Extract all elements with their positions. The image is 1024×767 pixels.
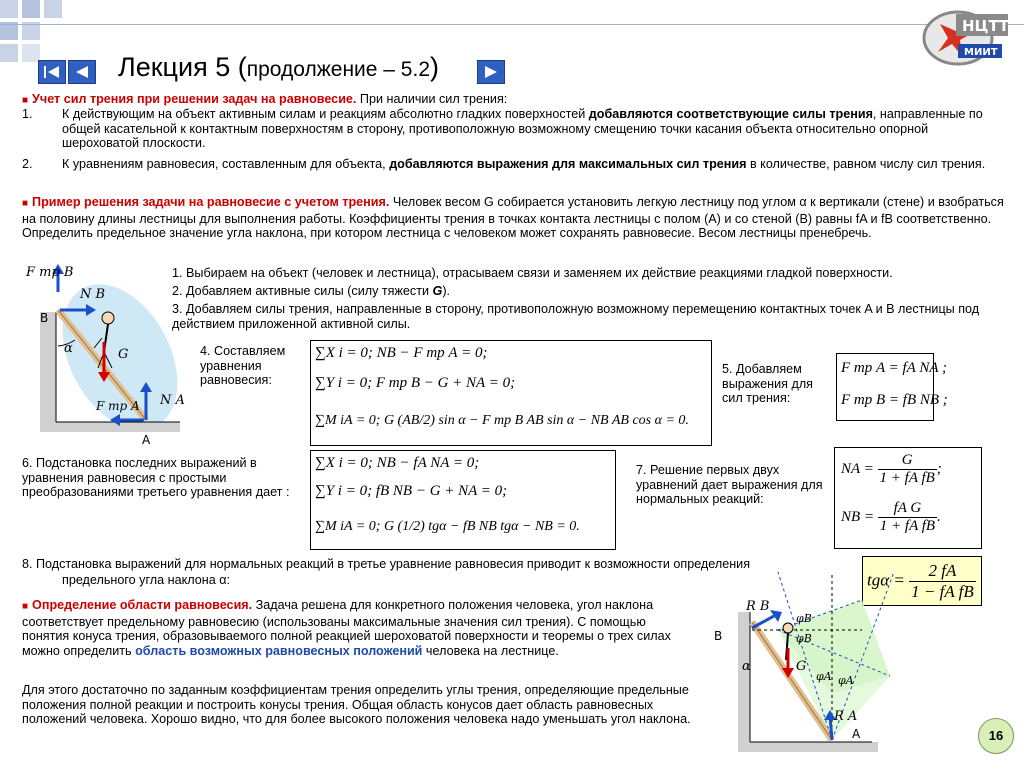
equation-5-2: F тр B = fB NB ; — [841, 392, 948, 408]
item2-number: 2. — [22, 157, 33, 171]
step-5-label: 5. Добавляем выражения для сил трения: — [722, 362, 814, 405]
label-B-fig2: B — [714, 629, 723, 643]
logo-subtext: МИИТ — [964, 47, 998, 58]
friction-expressions-box — [836, 353, 948, 421]
label-alpha: α — [64, 341, 73, 356]
normal-reactions-box — [834, 447, 982, 549]
equilibrium-region-paragraph: ■ Определение области равновесия. Задача решена для конкретного положения человека, угол наклона соответствует предельному равновесию (использованы максимальные значения сил трения). С помощью понятия конуса трения, образовываемого полной реакцией шероховатой поверхности и теоремы о трех силах можно определить область возможных равновесных положений человека на лестнице. — [22, 598, 671, 658]
label-alpha-fig2: α — [742, 659, 751, 674]
intro-heading: ■ Учет сил трения при решении задач на равновесие. При наличии сил трения: — [22, 92, 508, 106]
first-slide-button[interactable] — [38, 60, 66, 84]
step-3: 3. Добавляем силы трения, направленные в сторону, противоположную возможному перемещению контактных точек A и B лестницы под действием приложенной активной силы. — [172, 302, 980, 331]
label-N-A: N A — [160, 393, 185, 408]
equilibrium-region-conclusion: Для этого достаточно по заданным коэффициентам трения определить углы трения, определяющие предельные положения полной реакции и построить конусы трения. Общая область конусов дает область равновесных положений человека. Хорошо видно, что для более высокого положения человека надо уменьшать угол наклона. — [22, 683, 691, 726]
item1-number: 1. — [22, 107, 33, 121]
label-G-fig2: G — [796, 659, 807, 674]
intro-item-1: К действующим на объект активным силам и реакциям абсолютно гладких поверхностей добавляются соответствующие силы трения, направленные по общей касательной к контактным поверхностям в сторону, противоположную возможному смещению точки касания объекта относительно опорной шероховатой плоскости. — [62, 107, 983, 150]
label-R-A: R A — [834, 709, 858, 724]
logo-text: НЦТТ — [962, 17, 1009, 35]
step-6-label: 6. Подстановка последних выражений в уравнения равновесия с простыми преобразованиями третьего уравнения дает : — [22, 456, 290, 499]
equilibrium-equations-box — [310, 340, 712, 446]
page-number-badge: 16 — [978, 718, 1014, 754]
label-phi-B-2: φB — [796, 632, 812, 645]
next-slide-button[interactable] — [477, 60, 505, 84]
equation-7-1: NA = $\frac{G}{\text{1 + fA fB}}$ ; — [841, 452, 942, 486]
step-8-continuation: предельного угла наклона α: — [62, 573, 230, 587]
label-G: G — [118, 347, 129, 362]
label-phi-A-1: φA — [816, 670, 832, 683]
equation-4-1: ∑X i = 0; NB − F тр A = 0; — [315, 345, 488, 361]
step-8: 8. Подстановка выражений для нормальных реакций в третье уравнение равновесия приводит к возможности определения — [22, 557, 751, 571]
label-A-fig2: A — [852, 727, 861, 741]
step-7-label: 7. Решение первых двух уравнений дает выражения для нормальных реакций: — [636, 463, 823, 506]
label-F-tr-A: F тр A — [96, 399, 140, 413]
limit-angle-formula: tgα = $\frac{2 fA}{\text{1 − fA fB}}$ — [862, 556, 982, 606]
substituted-equations-box — [310, 450, 616, 550]
step-4-label: 4. Составляем уравнения равновесия: — [200, 344, 286, 387]
equation-6-2: ∑Y i = 0; fB NB − G + NA = 0; — [315, 483, 508, 499]
intro-item-2: К уравнениям равновесия, составленным для объекта, добавляются выражения для максимальных сил трения в количестве, равном числу сил трения. — [62, 157, 986, 171]
page-title: Лекция 5 (продолжение – 5.2) — [118, 52, 440, 82]
previous-slide-button[interactable] — [68, 60, 96, 84]
step-2: 2. Добавляем активные силы (силу тяжести G). — [172, 284, 451, 298]
label-B: B — [40, 311, 49, 325]
example-paragraph: ■ Пример решения задачи на равновесие с учетом трения. Человек весом G собирается установить легкую лестницу под углом α к вертикали (стене) и взобраться на половину длины лестницы для выполнения работы. Коэффициенты трения в точках контакта лестницы с полом (A) и со стеной (B) равны fA и fB соответственно. Определить предельное значение угла наклона, при котором лестница с человеком может сохранять равновесие. Весом лестницы пренебречь. — [22, 195, 1004, 240]
label-R-B: R B — [746, 599, 770, 614]
equation-4-3: ∑M iA = 0; G (AB/2) sin α − F тр B AB sin α − NB AB cos α = 0. — [315, 413, 689, 428]
equation-5-1: F тр A = fA NA ; — [841, 360, 947, 376]
equation-7-2: NB = $\frac{\text{fA G}}{\text{1 + fA fB}}$ . — [841, 500, 941, 534]
label-A: A — [142, 433, 151, 447]
equation-6-3: ∑M iA = 0; G (1/2) tgα − fB NB tgα − NB = 0. — [315, 519, 580, 534]
label-phi-A-2: φA — [838, 674, 854, 687]
header-rule — [0, 24, 1024, 25]
step-1: 1. Выбираем на объект (человек и лестница), отрасываем связи и заменяем их действие реакциями гладкой поверхности. — [172, 266, 893, 280]
equation-4-2: ∑Y i = 0; F тр B − G + NA = 0; — [315, 375, 516, 391]
label-phi-B-1: φB — [796, 612, 812, 625]
label-F-tr-B: F тр B — [26, 265, 74, 280]
friction-cone-diagram — [712, 570, 902, 760]
logo-icon — [918, 4, 1010, 68]
label-N-B: N B — [80, 287, 106, 302]
ladder-diagram — [20, 262, 190, 452]
equation-6-1: ∑X i = 0; NB − fA NA = 0; — [315, 455, 480, 471]
